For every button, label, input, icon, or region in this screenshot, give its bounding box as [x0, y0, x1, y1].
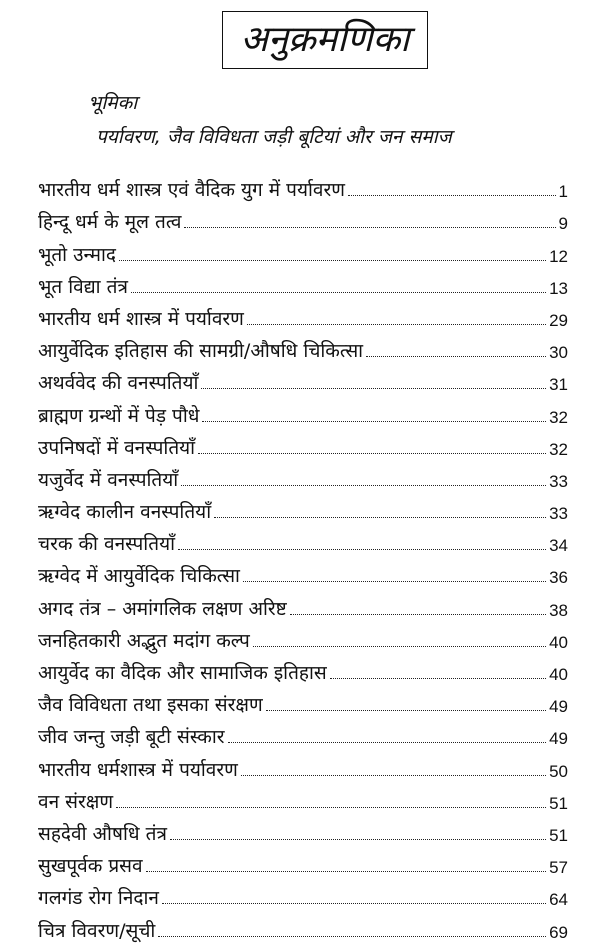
toc-entry-title: जैव विविधता तथा इसका संरक्षण — [38, 694, 263, 717]
toc-entry-page: 57 — [549, 858, 568, 878]
toc-entry-page: 40 — [549, 632, 568, 652]
toc-dot-leader — [181, 485, 546, 486]
toc-entry-title: भारतीय धर्म शास्त्र में पर्यावरण — [38, 307, 244, 330]
toc-entry-title: अथर्ववेद की वनस्पतियाँ — [38, 372, 199, 395]
toc-entry[interactable] — [38, 329, 568, 361]
toc-entry-page: 30 — [549, 343, 568, 363]
toc-entry-page: 69 — [549, 922, 568, 942]
toc-entry-title: उपनिषदों में वनस्पतियाँ — [38, 436, 196, 459]
toc-entry-page: 33 — [549, 504, 568, 524]
toc-dot-leader — [170, 839, 546, 840]
intro-bhumika: भूमिका — [88, 92, 138, 114]
page-title: अनुक्रमणिका — [240, 19, 410, 60]
toc-entry-title: भारतीय धर्मशास्त्र में पर्यावरण — [38, 758, 238, 781]
toc-dot-leader — [202, 421, 546, 422]
toc-dot-leader — [201, 388, 546, 389]
toc-dot-leader — [131, 292, 546, 293]
toc-entry[interactable] — [38, 554, 568, 586]
toc-dot-leader — [116, 807, 546, 808]
toc-dot-leader — [247, 324, 546, 325]
toc-entry-page: 32 — [549, 439, 568, 459]
toc-entry[interactable] — [38, 715, 568, 747]
toc-entry[interactable] — [38, 586, 568, 618]
toc-entry-page: 32 — [549, 407, 568, 427]
toc-entry[interactable] — [38, 522, 568, 554]
toc-entry-title: चरक की वनस्पतियाँ — [38, 533, 176, 556]
toc-entry[interactable] — [38, 426, 568, 458]
toc-entry-title: आयुर्वेद का वैदिक और सामाजिक इतिहास — [38, 662, 327, 684]
toc-dot-leader — [146, 871, 546, 872]
toc-entry-title: गलगंड रोग निदान — [38, 887, 159, 910]
toc-entry-title: सुखपूर्वक प्रसव — [38, 855, 143, 878]
toc-dot-leader — [162, 903, 546, 904]
toc-entry[interactable] — [38, 297, 568, 329]
toc-entry-title: सहदेवी औषधि तंत्र — [38, 822, 167, 845]
toc-entry[interactable] — [38, 265, 568, 297]
toc-entry-page: 36 — [549, 568, 568, 588]
toc-dot-leader — [241, 775, 546, 776]
intro-subtitle: पर्यावरण, जैव विविधता जड़ी बूटियां और जन समाज — [96, 126, 452, 148]
toc-entry-page: 51 — [549, 825, 568, 845]
toc-entry-title: ऋग्वेद कालीन वनस्पतियाँ — [38, 501, 212, 524]
title-box — [222, 11, 428, 69]
toc-entry-title: भूतो उन्माद — [38, 243, 116, 266]
toc-entry-title: अगद तंत्र – अमांगलिक लक्षण अरिष्ट — [38, 597, 287, 620]
toc-entry-page: 1 — [558, 182, 568, 202]
toc-entry[interactable] — [38, 683, 568, 715]
toc-entry-page: 34 — [549, 536, 568, 556]
toc-entry-page: 38 — [549, 600, 568, 620]
toc-entry-title: हिन्दू धर्म के मूल तत्व — [38, 211, 182, 234]
toc-entry-title: जीव जन्तु जड़ी बूटी संस्कार — [38, 726, 225, 749]
toc-dot-leader — [348, 195, 556, 196]
toc-entry-page: 13 — [549, 278, 568, 298]
toc-entry[interactable] — [38, 619, 568, 651]
toc-entry-page: 64 — [549, 890, 568, 910]
toc-entry[interactable] — [38, 200, 568, 232]
toc-entry-page: 12 — [549, 246, 568, 266]
toc-entry-page: 29 — [549, 310, 568, 330]
toc-entry-page: 49 — [549, 729, 568, 749]
toc-dot-leader — [243, 581, 546, 582]
toc-entry-page: 33 — [549, 471, 568, 491]
toc-entry-title: वन संरक्षण — [38, 790, 114, 813]
toc-dot-leader — [119, 260, 546, 261]
toc-entry[interactable] — [38, 812, 568, 844]
toc-dot-leader — [290, 614, 546, 615]
toc-entry-title: चित्र विवरण/सूची — [38, 919, 156, 942]
toc-entry-title: जनहितकारी अद्भुत मदांग कल्प — [38, 629, 250, 652]
toc-entry-page: 9 — [558, 214, 568, 234]
toc-dot-leader — [158, 936, 546, 937]
toc-dot-leader — [178, 549, 546, 550]
toc-entry-page: 49 — [549, 697, 568, 717]
toc-entry[interactable] — [38, 651, 568, 683]
toc-entry-title: आयुर्वेदिक इतिहास की सामग्री/औषधि चिकित्सा — [38, 340, 364, 363]
toc-entry[interactable] — [38, 168, 568, 200]
toc-entry[interactable] — [38, 876, 568, 908]
toc-entry-title: भारतीय धर्म शास्त्र एवं वैदिक युग में पर्यावरण — [38, 179, 345, 202]
toc-entry[interactable] — [38, 458, 568, 490]
toc-entry-title: यजुर्वेद में वनस्पतियाँ — [38, 468, 179, 491]
toc-dot-leader — [228, 742, 547, 743]
toc-dot-leader — [266, 710, 546, 711]
toc-entry[interactable] — [38, 361, 568, 393]
toc-dot-leader — [214, 517, 546, 518]
toc-entry-title: भूत विद्या तंत्र — [38, 275, 128, 298]
toc-entry[interactable] — [38, 844, 568, 876]
toc-dot-leader — [198, 453, 546, 454]
toc-entry[interactable] — [38, 232, 568, 264]
toc-dot-leader — [253, 646, 546, 647]
toc-entry-page: 51 — [549, 793, 568, 813]
toc-entry[interactable] — [38, 908, 568, 940]
toc-dot-leader — [184, 227, 555, 228]
toc-entry-page: 50 — [549, 761, 568, 781]
toc-entry[interactable] — [38, 393, 568, 425]
toc-entry-page: 40 — [549, 665, 568, 684]
toc-entry[interactable] — [38, 747, 568, 779]
toc-entry[interactable] — [38, 490, 568, 522]
toc-entry-title: ब्राह्मण ग्रन्थों में पेड़ पौधे — [38, 404, 200, 427]
toc-dot-leader — [330, 678, 546, 679]
toc-entry-page: 31 — [549, 375, 568, 395]
toc-dot-leader — [366, 356, 546, 357]
toc-entry-title: ऋग्वेद में आयुर्वेदिक चिकित्सा — [38, 565, 240, 588]
table-of-contents — [38, 168, 568, 941]
toc-entry[interactable] — [38, 780, 568, 812]
